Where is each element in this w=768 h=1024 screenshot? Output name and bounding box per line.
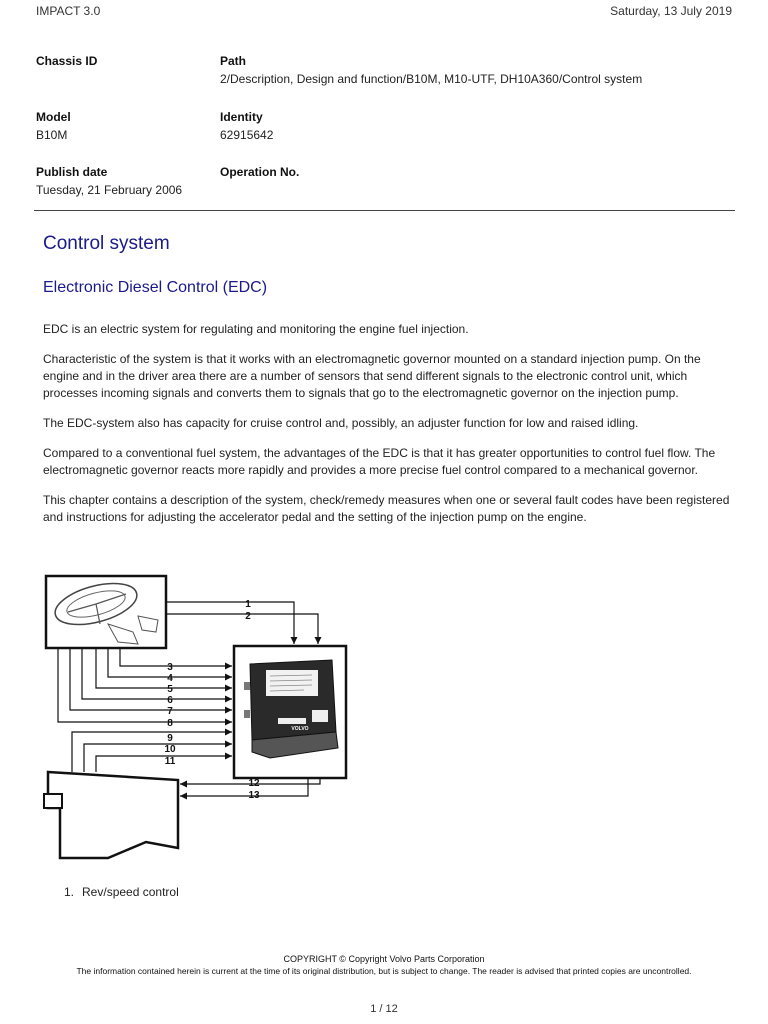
- model-value: B10M: [36, 128, 68, 142]
- engine-illustration: [44, 772, 178, 858]
- paragraph: Compared to a conventional fuel system, the advantages of the EDC is that it has greater opportunities to control fuel flow. The electromagnetic governor reacts more rapidly and provides a more precise fuel control compared to a mechanical governor.: [43, 446, 716, 477]
- diagram-label: 6: [167, 695, 173, 706]
- diagram-label: 2: [245, 611, 251, 622]
- page-number: 1 / 12: [370, 1003, 398, 1015]
- publish-date-value: Tuesday, 21 February 2006: [36, 183, 183, 197]
- identity-block: [220, 110, 273, 142]
- path-value: 2/Description, Design and function/B10M, M10-UTF, DH10A360/Control system: [220, 72, 643, 86]
- diagram-label: 4: [167, 673, 173, 684]
- diagram-label: 7: [167, 706, 173, 717]
- publish-date-block: [36, 165, 182, 197]
- list-item-text: Rev/speed control: [82, 885, 179, 899]
- operation-no-block: [220, 165, 299, 183]
- identity-value: 62915642: [220, 128, 274, 142]
- paragraph: EDC is an electric system for regulating and monitoring the engine fuel injection.: [43, 322, 469, 336]
- path-block: [220, 54, 642, 86]
- list-item-number: 1.: [64, 885, 75, 899]
- diagram-label: 8: [167, 718, 173, 729]
- model-block: [36, 110, 71, 142]
- diagram-label: 5: [167, 684, 173, 695]
- path-label: Path: [220, 54, 247, 68]
- paragraph: This chapter contains a description of the system, check/remedy measures when one or several fault codes have been registered and instructions for adjusting the accelerator pedal and the setting of the injection pump on the engine.: [43, 493, 730, 524]
- model-label: Model: [36, 110, 71, 124]
- page-title: Control system: [43, 233, 170, 254]
- diagram-label: 13: [248, 790, 260, 801]
- diagram-label: 11: [164, 756, 176, 767]
- diagram-label: 3: [167, 662, 173, 673]
- print-date: Saturday, 13 July 2019: [610, 4, 732, 18]
- list-item: [64, 885, 179, 899]
- diagram-label: 10: [164, 744, 176, 755]
- ecu-brand-label: VOLVO: [291, 726, 309, 732]
- diagram-label: 9: [167, 733, 173, 744]
- paragraph: The EDC-system also has capacity for cruise control and, possibly, an adjuster function for low and raised idling.: [43, 416, 639, 430]
- driver-area-illustration: [46, 576, 166, 648]
- header-divider: [34, 210, 735, 211]
- section-title: Electronic Diesel Control (EDC): [43, 279, 268, 296]
- body-text: [43, 321, 733, 539]
- paragraph: Characteristic of the system is that it works with an electromagnetic governor mounted on a standard injection pump. On the engine and in the driver area there are a number of sensors that send different signals to the electronic control unit, which processes incoming signals and converts them to signals that go to the electromagnetic governor on the injection pump.: [43, 352, 701, 400]
- component-list: [64, 885, 179, 899]
- publish-date-label: Publish date: [36, 165, 108, 179]
- diagram-label: 1: [245, 599, 251, 610]
- edc-system-diagram: [38, 572, 358, 872]
- app-name: IMPACT 3.0: [36, 4, 101, 18]
- disclaimer: The information contained herein is current at the time of its original distribution, but is subject to change. The reader is advised that printed copies are uncontrolled.: [76, 966, 692, 976]
- operation-no-label: Operation No.: [220, 165, 300, 179]
- copyright: COPYRIGHT © Copyright Volvo Parts Corporation: [283, 954, 485, 964]
- identity-label: Identity: [220, 110, 263, 124]
- diagram-label: 12: [248, 778, 260, 789]
- chassis-id-block: [36, 54, 97, 72]
- control-unit-illustration: [234, 646, 346, 778]
- chassis-id-label: Chassis ID: [36, 54, 98, 68]
